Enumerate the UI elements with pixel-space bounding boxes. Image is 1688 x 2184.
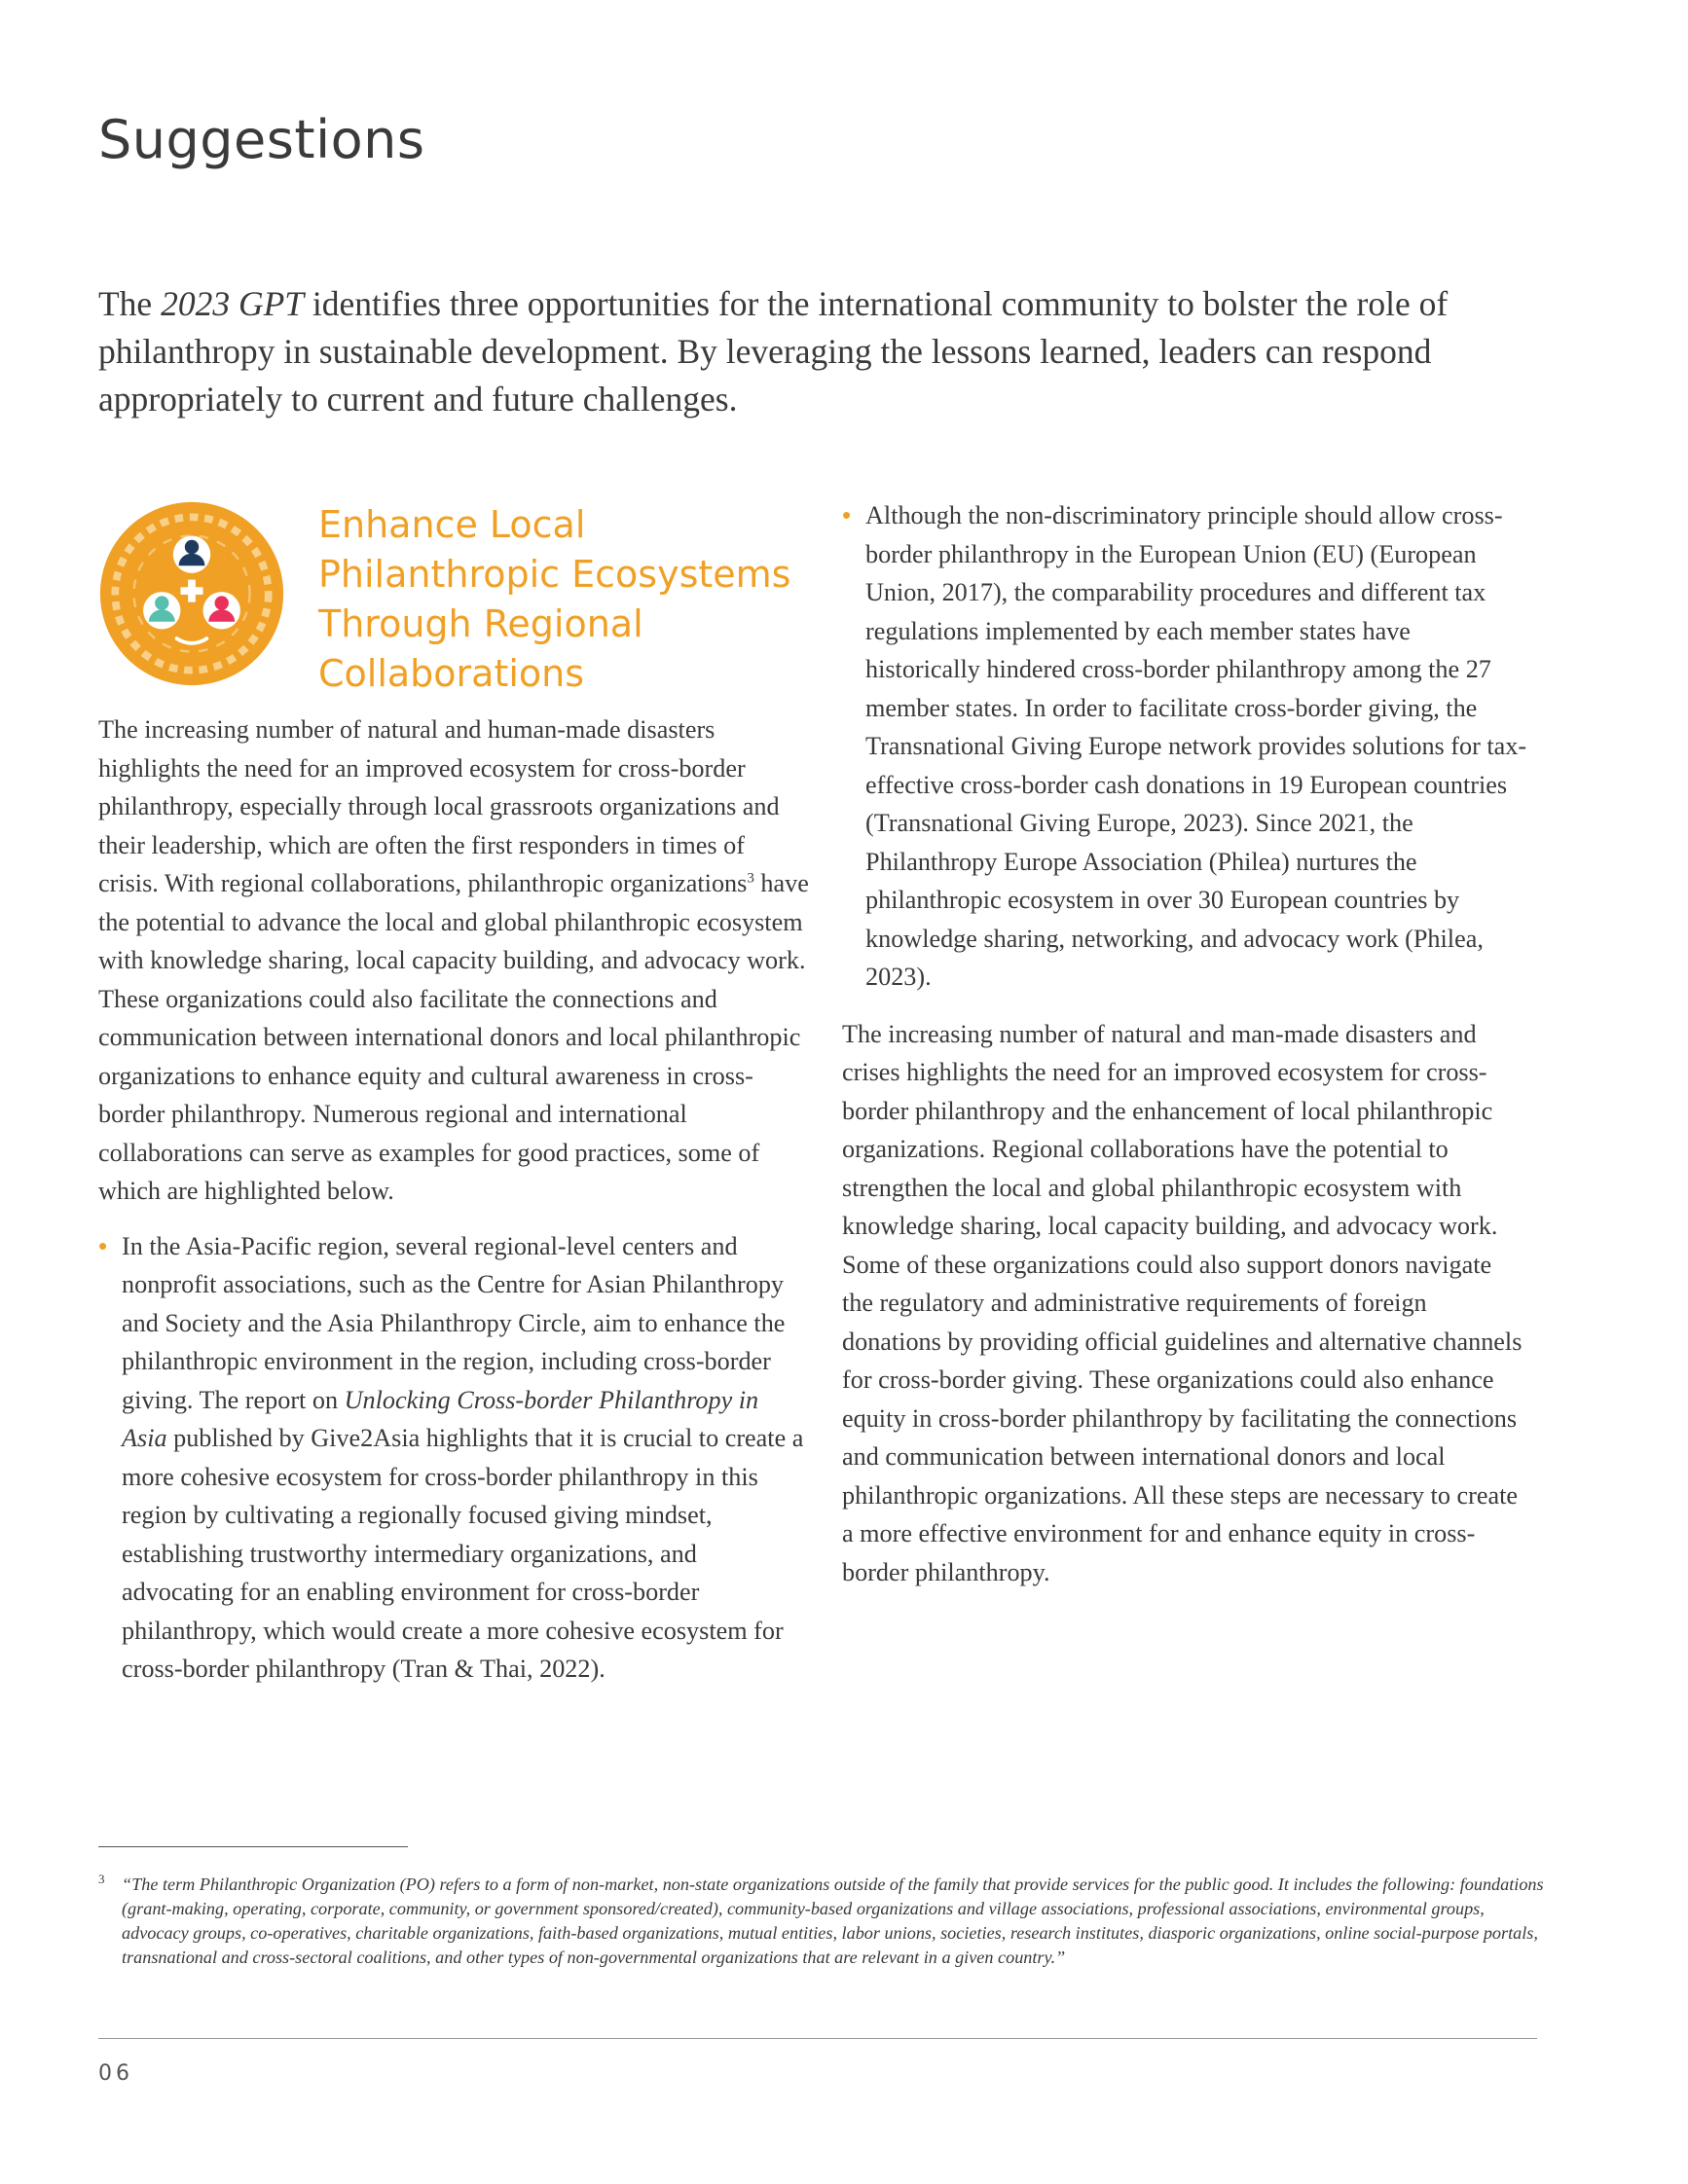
bullet-dot-icon: • xyxy=(842,500,852,529)
left-paragraph-text-start: The increasing number of natural and human-made disasters highlights the need for an improved ecosystem for cross-border philanthropy, especially through local grassroots organizations and their leadership, which are often the first responders in times of crisis. With regional collaborations, philanthropic organizations xyxy=(98,715,780,897)
europe-bullet xyxy=(842,496,1528,997)
right-column xyxy=(842,496,1528,1591)
left-column xyxy=(98,496,809,1689)
people-collaboration-emblem-icon xyxy=(98,500,285,687)
intro-text-rest: identifies three opportunities for the international community to bolster the role of philanthropy in sustainable development. By leveraging the lessons learned, leaders can respond appropriately to current and future challenges. xyxy=(98,284,1449,419)
footnote-mark: 3 xyxy=(98,1872,105,1886)
left-paragraph-text-rest: have the potential to advance the local and global philanthropic ecosystem with knowledge sharing, local capacity building, and advocacy work. These organizations could also facilitate the connections and communication between international donors and local philanthropic organizations to enhance equity and cultural awareness in cross-border philanthropy. Numerous regional and international collaborations can serve as examples for good practices, some of which are highlighted below. xyxy=(98,869,809,1205)
intro-text-start: The xyxy=(98,284,162,323)
right-paragraph: The increasing number of natural and man-made disasters and crises highlights the need for an improved ecosystem for cross-border philanthropy and the enhancement of local philanthropic organizations. Regional collaborations have the potential to strengthen the local and global philanthropic ecosystem with knowledge sharing, local capacity building, and advocacy work. Some of these organizations could also support donors navigate the regulatory and administrative requirements of foreign donations by providing official guidelines and alternative channels for cross-border giving. These organizations could also enhance equity in cross-border philanthropy by facilitating the connections and communication between international donors and local philanthropic organizations. All these steps are necessary to create a more effective environment for and enhance equity in cross-border philanthropy. xyxy=(842,1019,1523,1586)
footnote-divider xyxy=(98,1846,408,1847)
bullet-dot-icon: • xyxy=(98,1230,108,1260)
footnote-text: “The term Philanthropic Organization (PO) refers to a form of non-market, non-state organizations outside of the family that provide services for the public good. It includes the following: foundations (grant-making, operating, corporate, community, or government sponsored/created), community-based organizations and village associations, professional associations, environmental groups, advocacy groups, co-operatives, charitable organizations, faith-based organizations, mutual entities, labor unions, societies, research institutes, diasporic organizations, online social-purpose portals, transnational and cross-sectoral coalitions, and other types of non-governmental organizations that are relevant in a given country.” xyxy=(122,1875,1544,1967)
page-number: 06 xyxy=(98,2061,133,2086)
footnote-reference: 3 xyxy=(747,870,754,887)
asia-pacific-bullet xyxy=(98,1227,809,1689)
section-header xyxy=(98,496,809,710)
report-title: Unlocking Cross-border Philanthropy in Asia xyxy=(122,1385,759,1452)
bullet-text-start: In the Asia-Pacific region, several regional-level centers and nonprofit associations, such as the Centre for Asian Philanthropy and Society and the Asia Philanthropy Circle, aim to enhance the philanthropic environment in the region, including cross-border giving. The report on xyxy=(122,1231,786,1414)
page-title: Suggestions xyxy=(98,109,425,170)
left-paragraph xyxy=(98,710,809,1211)
footnote xyxy=(98,1873,1549,1970)
footer-divider xyxy=(98,2038,1537,2039)
intro-paragraph xyxy=(98,280,1559,423)
bullet-text: Although the non-discriminatory principle should allow cross-border philanthropy in the European Union (EU) (European Union, 2017), the comparability procedures and different tax regulations implemented by each member states have historically hindered cross-border philanthropy among the 27 member states. In order to facilitate cross-border giving, the Transnational Giving Europe network provides solutions for tax-effective cross-border cash donations in 19 European countries (Transnational Giving Europe, 2023). Since 2021, the Philanthropy Europe Association (Philea) nurtures the philanthropic ecosystem in over 30 European countries by knowledge sharing, networking, and advocacy work (Philea, 2023). xyxy=(865,501,1527,991)
report-name: 2023 GPT xyxy=(161,284,305,323)
bullet-text-rest: published by Give2Asia highlights that it is crucial to create a more cohesive ecosystem for cross-border philanthropy in this region by cultivating a regionally focused giving mindset, establishing trustworthy intermediary organizations, and advocating for an enabling environment for cross-border philanthropy, which would create a more cohesive ecosystem for cross-border philanthropy (Tran & Thai, 2022). xyxy=(122,1424,804,1683)
section-title: Enhance Local Philanthropic Ecosystems Through Regional Collaborations xyxy=(318,503,791,695)
